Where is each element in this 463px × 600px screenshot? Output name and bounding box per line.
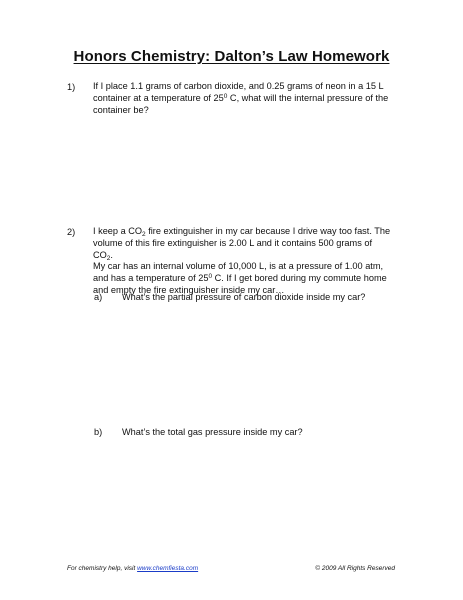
question-2-line-1-start: I keep a CO <box>93 226 143 236</box>
question-2-line-5: and empty the fire extinguisher inside my car… <box>93 284 285 295</box>
question-2-line-1 <box>93 226 393 238</box>
footer-copyright: © 2009 All Rights Reserved <box>315 565 395 572</box>
question-1-line-2-start: container at a temperature of 25 <box>93 92 224 103</box>
part-a-text: What’s the partial pressure of carbon dioxide inside my car? <box>122 292 366 302</box>
question-2-line-4 <box>93 273 393 285</box>
degree-superscript: 0 <box>223 92 228 100</box>
question-2-line-2 <box>93 238 393 262</box>
co2-subscript: 2 <box>142 231 146 238</box>
question-2-text <box>93 226 393 297</box>
question-1-text <box>93 81 393 116</box>
question-2-line-1-end: fire extinguisher in my car because I drive way too fast. The <box>145 226 391 236</box>
question-2-line-2-end: . <box>110 249 113 260</box>
footer-website-link[interactable]: www.chemfiesta.com <box>137 565 199 572</box>
question-2-line-4-start: and has a temperature of 25 <box>93 273 209 284</box>
question-2-number: 2) <box>67 227 76 237</box>
part-b-label: b) <box>94 427 103 437</box>
page-title <box>0 48 463 65</box>
question-2-line-2-start: volume of this fire extinguisher is 2.00 L and it contains 500 grams of CO <box>93 237 373 260</box>
title-text: Honors Chemistry: Dalton’s Law Homework <box>73 48 390 65</box>
question-2-line-4-end: C. If I get bored during my commute home <box>212 273 387 284</box>
question-1-line-2-end: C, what will the internal pressure of the <box>227 92 389 103</box>
question-1-line-3: container be? <box>93 104 149 115</box>
question-2-line-3: My car has an internal volume of 10,000 L, is at a pressure of 1.00 atm, <box>93 261 384 272</box>
part-b-text: What’s the total gas pressure inside my car? <box>122 427 303 437</box>
footer-help-text: For chemistry help, visit <box>67 565 138 572</box>
co2-subscript: 2 <box>106 254 111 262</box>
part-a-label: a) <box>94 292 103 302</box>
degree-superscript: 0 <box>208 273 213 281</box>
question-1-number: 1) <box>67 82 76 92</box>
question-1-line-1: If I place 1.1 grams of carbon dioxide, and 0.25 grams of neon in a 15 L <box>93 81 384 91</box>
question-1-line-2 <box>93 93 393 105</box>
footer-help <box>67 565 198 572</box>
